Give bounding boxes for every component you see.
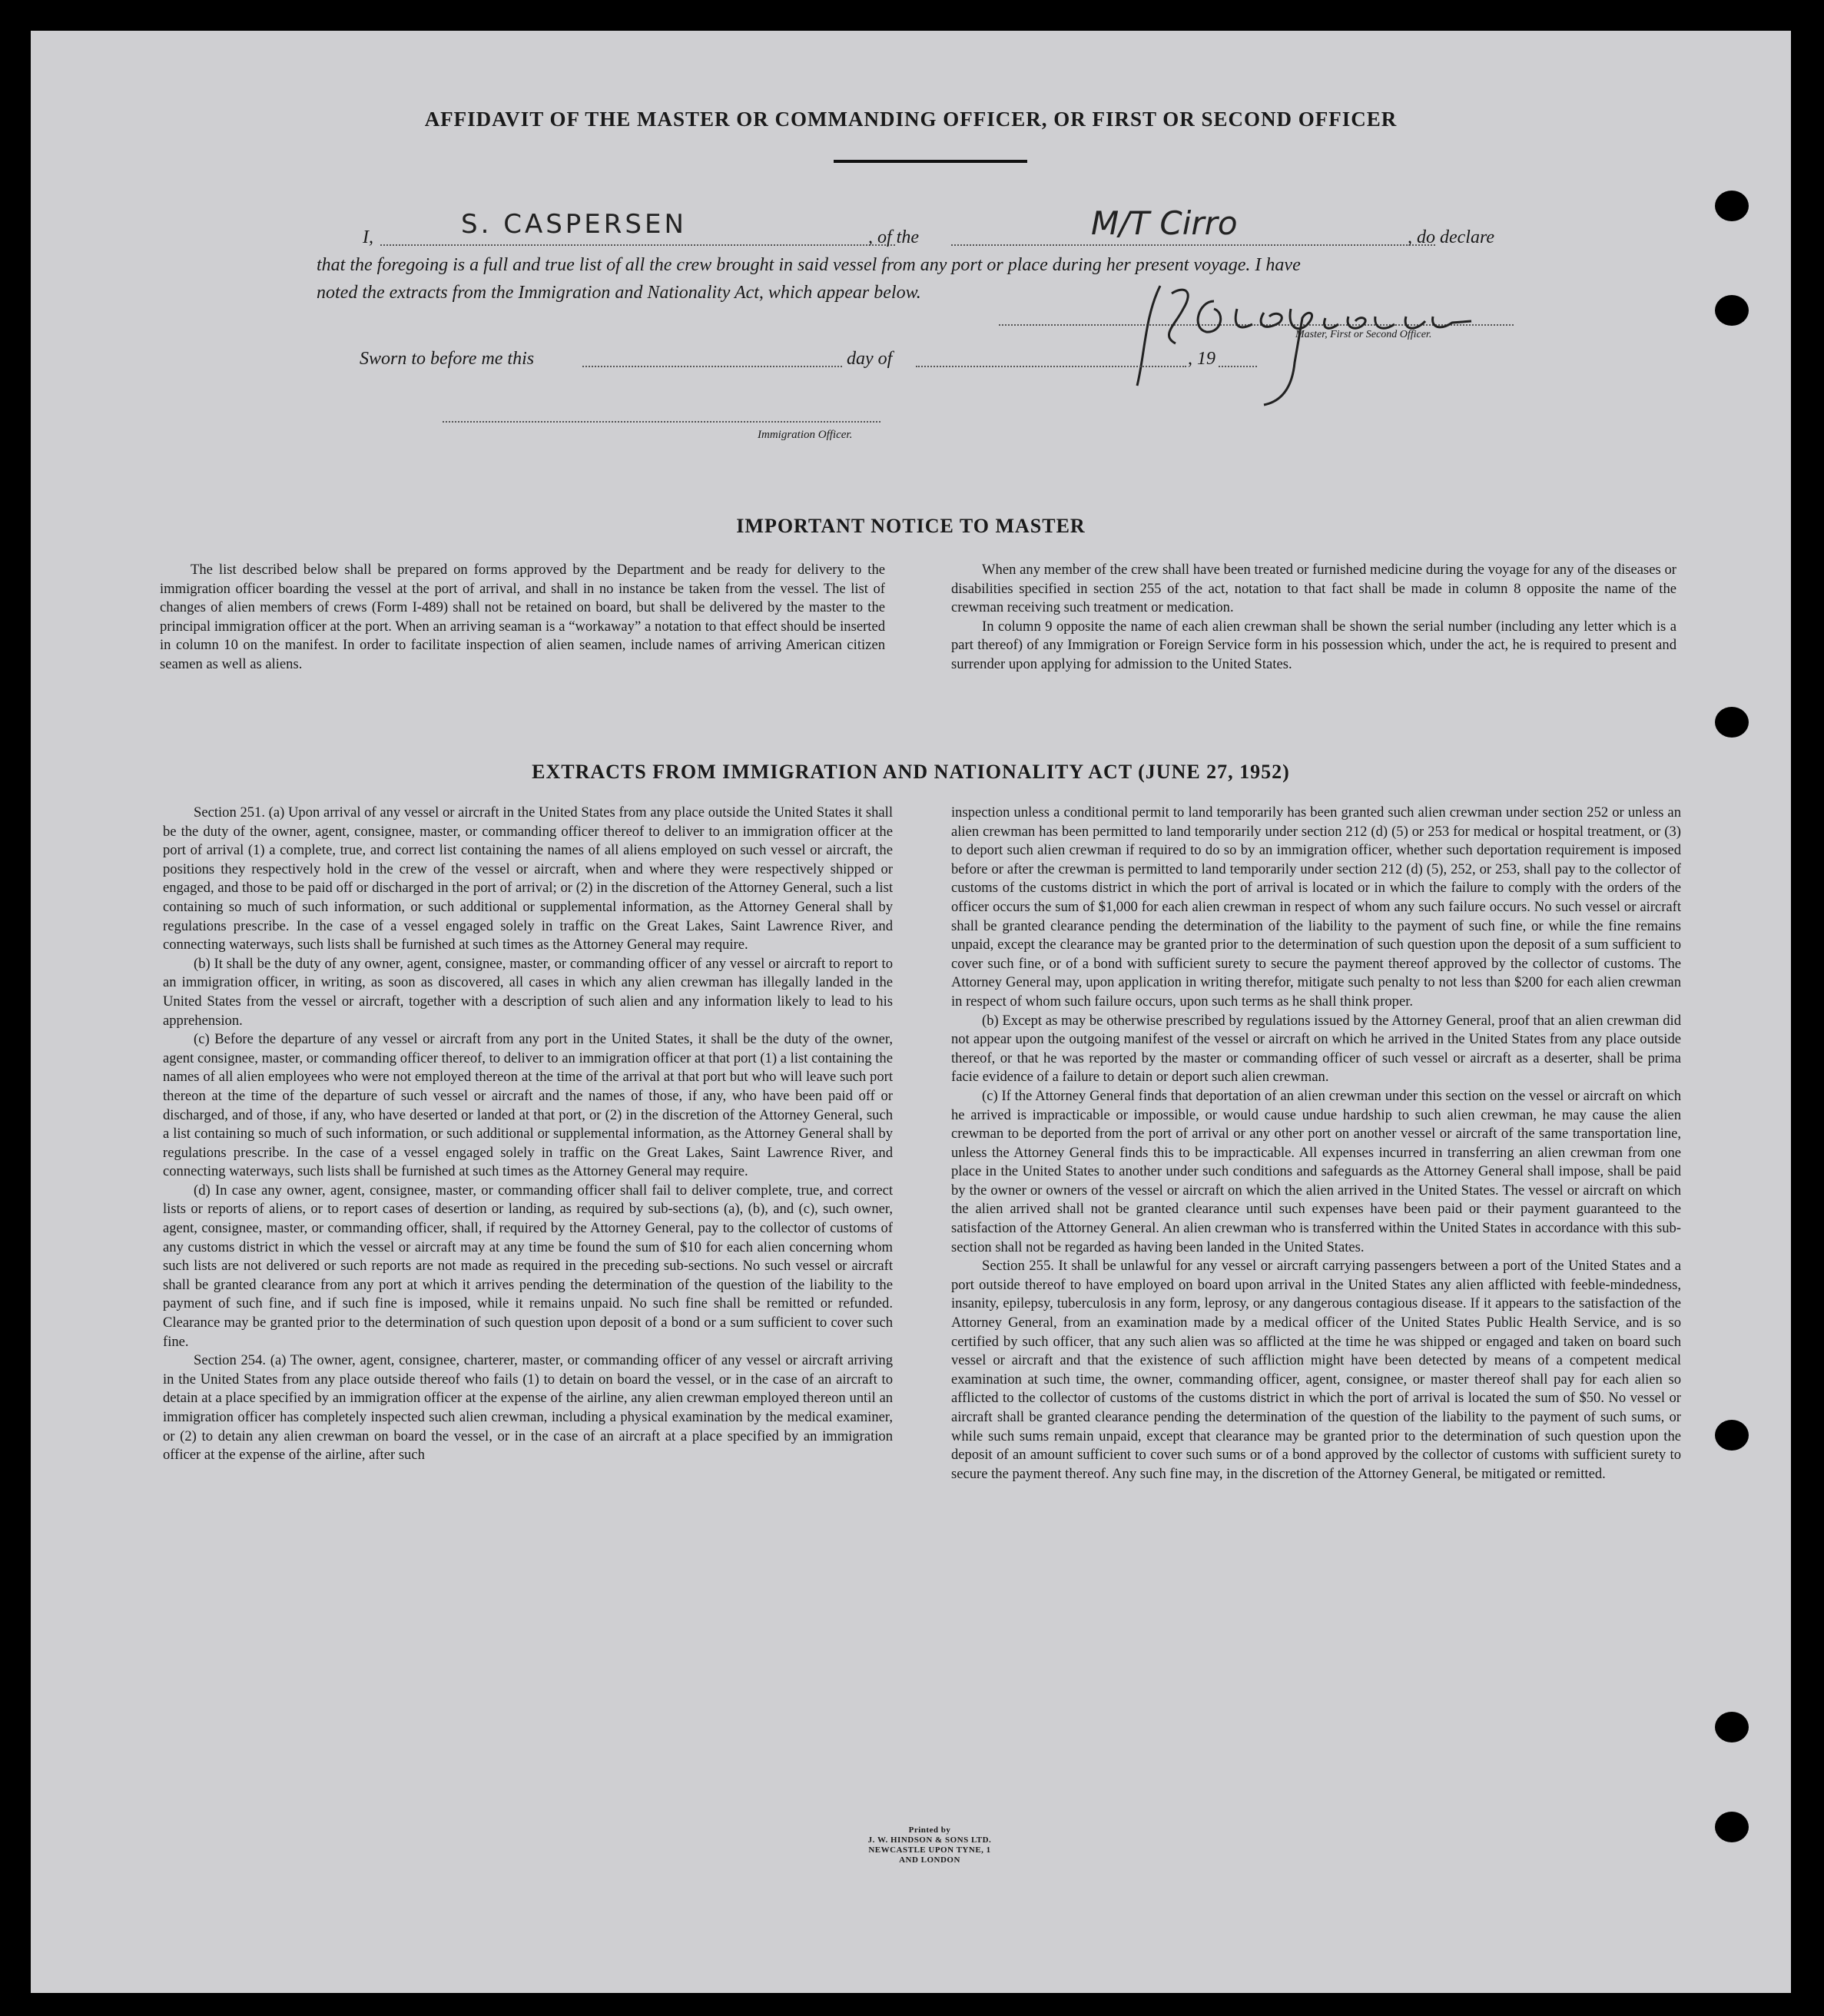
binder-hole [1715,1712,1749,1742]
sworn-label: Sworn to before me this [360,349,535,369]
printer-imprint [799,1825,1060,1865]
printer-line-2: J. W. HINDSON & SONS LTD. [867,1835,992,1845]
vessel-line [951,244,1435,246]
sworn-month-line [916,366,1186,367]
section-251-d: (d) In case any owner, agent, consignee, master, or commanding officer shall fail to deliver complete, true, and correct lists or reports of aliens, or to report cases of desertion or landing, as required by sub-sections (a), (b), and (c), such owner, agent, consignee, master, or commanding officer, shall, if required by the Attorney General, pay to the collector of customs of any customs district in which the vessel or aircraft may at any time be found the sum of $10 for each alien concerning whom such lists are not delivered or such reports are not made as required in the preceding sub-sections. No such vessel or aircraft shall be granted clearance from any port at which it arrives pending the determination of the question of the liability to the payment of such fine, and if such fine is imposed, while it remains unpaid. No such fine shall be remitted or refunded. Clearance may be granted prior to the determination of such question upon deposit of a bond or a sum sufficient to cover such fine. [163,1182,893,1350]
binder-hole [1715,191,1749,221]
section-254-b: (b) Except as may be otherwise prescribed by regulations issued by the Attorney General, proof that an alien crewman did not appear upon the outgoing manifest of the vessel or aircraft on which he arrived in the United States from any place outside thereof, or that he was reported by the master or commanding officer of such vessel or aircraft as a deserter, shall be prima facie evidence of a failure to detain or deport such alien crewman. [951,1012,1681,1086]
immigration-officer-line [443,421,880,423]
binder-hole [1715,1812,1749,1842]
extracts-right-column [951,804,1681,1484]
notice-right-paragraph-1: When any member of the crew shall have been treated or furnished medicine during the voyage for any of the diseases or disabilities specified in section 255 of the act, notation to that fact shall be made in column 8 opposite the name of the crewman receiving such treatment or medication. [951,562,1676,616]
section-254-a-cont: inspection unless a conditional permit to land temporarily has been granted such alien crewman under section 252 or unless an alien crewman has been permitted to land temporarily under section 212 (d) (5) or 253 for medical or hospital treatment, or (3) to deport such alien crewman if required to do so by an immigration officer, whether such deportation requirement is imposed before or after the crewman is permitted to land temporarily under section 212 (d) (5), 252, or 253, shall pay to the collector of customs of the customs district in which the port of arrival is located or in which the failure to comply with the orders of the officer occurs the sum of $1,000 for each alien crewman in respect of whom any such failure occurs. No such vessel or aircraft shall be granted clearance pending the determination of the liability to the payment of such fine, or while the fine remains unpaid, except the clearance may be granted prior to the determination of such question upon the deposit of a sum sufficient to cover such fine, or of a bond with sufficient surety to secure the payment thereof approved by the collector of customs. The Attorney General may, upon application in writing therefor, mitigate such penalty to not less than $200 for each alien crewman in respect of whom such failure occurs, upon such terms as he shall think proper. [951,804,1681,1010]
extracts-left-column [163,804,893,1465]
year-label: , 19 [1188,349,1215,369]
section-251-a: Section 251. (a) Upon arrival of any vessel or aircraft in the United States from any place outside the United States it shall be the duty of the owner, agent, consignee, master, or commanding officer thereof to deliver to an immigration officer at the port of arrival (1) a complete, true, and correct list containing the names of all aliens employed on such vessel or aircraft, the positions they respectively hold in the crew of the vessel or aircraft, when and where they were respectively shipped or engaged, and those to be paid off or discharged in the port of arrival; or (2) in the discretion of the Attorney General, such a list containing so much of such information, or such additional or supplemental information, as the Attorney General shall by regulations prescribe. In the case of a vessel engaged solely in traffic on the Great Lakes, Saint Lawrence River, and connecting waterways, such lists shall be furnished at such times as the Attorney General may require. [163,804,893,953]
notice-right-paragraph-2: In column 9 opposite the name of each alien crewman shall be shown the serial number (including any letter which is a part thereof) of any Immigration or Foreign Service form in his possession which, under the act, he is required to present and surrender upon applying for admission to the United States. [951,618,1676,672]
sworn-year-line [1219,366,1257,367]
immigration-officer-caption: Immigration Officer. [758,429,853,441]
title-rule [834,160,1027,163]
of-the-label: , of the [868,227,919,247]
i-label: I, [363,227,373,247]
notice-heading: IMPORTANT NOTICE TO MASTER [736,515,1086,537]
name-line [380,244,895,246]
section-251-b: (b) It shall be the duty of any owner, agent, consignee, master, or commanding officer of any vessel or aircraft to report to an immigration officer, in writing, as soon as discovered, all cases in which any alien crewman has illegally landed in the United States from the vessel or aircraft, together with a description of such alien and any information likely to lead to his apprehension. [163,955,893,1029]
binder-hole [1715,1420,1749,1451]
master-signature [1129,270,1483,416]
day-of-label: day of [847,349,893,369]
binder-hole [1715,707,1749,738]
declare-label: , do declare [1408,227,1495,247]
master-caption: Master, First or Second Officer. [1295,329,1432,340]
form-page [31,31,1791,1993]
master-name-handwritten: S. CASPERSEN [461,209,687,240]
section-255: Section 255. It shall be unlawful for any vessel or aircraft carrying passengers between a port of the United States and a port outside thereof to have employed on board upon arrival in the United States any alien afflicted with feeble-mindedness, insanity, epilepsy, tuberculosis in any form, leprosy, or any dangerous contagious disease. If it appears to the satisfaction of the Attorney General, from an examination made by a medical officer of the United States Public Health Service, and is so certified by such officer, that any such alien was so afflicted at the time he was shipped or engaged and taken on board such vessel or aircraft and that the existence of such affliction might have been detected by means of a competent medical examination at such time, the owner, commanding officer, agent, consignee, or master thereof shall pay for each alien so afflicted to the collector of customs of the customs district in which the port of arrival is located the sum of $50. No vessel or aircraft shall be granted clearance pending the determination of the question of the liability to the payment of such sums, or while such sums remain unpaid, except that clearance may be granted prior to the determination of such question upon the deposit of an amount sufficient to cover such sums or of a bond approved by the collector of customs with sufficient surety to secure the payment thereof. Any such fine may, in the discretion of the Attorney General, be mitigated or remitted. [951,1258,1681,1482]
printer-line-1: Printed by [908,1825,951,1835]
notice-left-paragraph: The list described below shall be prepared on forms approved by the Department and be ready for delivery to the immigration officer boarding the vessel at the port of arrival, and shall in no instance be taken from the vessel. The list of changes of alien members of crews (Form I-489) shall not be retained on board, but shall be delivered by the master to the principal immigration officer at the port. When an arriving seaman is a “workaway” a notation to that effect should be inserted in column 10 on the manifest. In order to facilitate inspection of alien seamen, include names of arriving American citizen seamen as well as aliens. [160,562,885,672]
notice-left-column [160,561,885,675]
sworn-day-line [582,366,842,367]
section-254-c: (c) If the Attorney General finds that deportation of an alien crewman under this section on the vessel or aircraft on which he arrived is impracticable or impossible, or would cause undue hardship to such alien crewman, he may cause the alien crewman to be deported from the port of arrival or any other port on another vessel or aircraft of the same transportation line, unless the Attorney General finds this to be impracticable. All expenses incurred in transferring an alien crewman from one place in the United States to another under such conditions and safeguards as the Attorney General shall impose, shall be paid by the owner or owners of the vessel or aircraft on which the alien arrived in the United States. The vessel or aircraft on which the alien arrived shall not be granted clearance until such expenses have been paid or their payment guaranteed to the satisfaction of the Attorney General. An alien crewman who is transferred within the United States in accordance with this sub-section shall not be regarded as having been landed in the United States. [951,1087,1681,1255]
binder-hole [1715,295,1749,326]
affidavit-line-2: that the foregoing is a full and true list of all the crew brought in said vessel from any port or place during her present voyage. I have [317,255,1301,275]
vessel-name-handwritten: M/T Cirro [1091,204,1238,242]
notice-right-column [951,561,1676,675]
printer-line-3: NEWCASTLE UPON TYNE, 1 [868,1845,991,1855]
affidavit-line-3: noted the extracts from the Immigration and Nationality Act, which appear below. [317,283,921,303]
extracts-heading: EXTRACTS FROM IMMIGRATION AND NATIONALITY ACT (JUNE 27, 1952) [532,761,1290,783]
printer-line-4: AND LONDON [899,1855,960,1865]
section-251-c: (c) Before the departure of any vessel or aircraft from any port in the United States, it shall be the duty of the owner, agent consignee, master, or commanding officer thereof, to deliver to an immigration officer at that port (1) a list containing the names of all alien employees who were not employed thereon at the time of the arrival at that port but who will leave such port thereon at the time of the departure of such vessel or aircraft and the names of those, if any, who have been paid off or discharged, and of those, if any, who have deserted or landed at that port, or (2) in the discretion of the Attorney General, such a list containing so much of such information, or such additional or supplemental information, as the Attorney General shall by regulations prescribe. In the case of a vessel engaged solely in traffic on the Great Lakes, Saint Lawrence River, and connecting waterways, such lists shall be furnished at such times as the Attorney General may require. [163,1031,893,1180]
section-254-a: Section 254. (a) The owner, agent, consignee, charterer, master, or commanding officer of any vessel or aircraft arriving in the United States from any place outside thereof who fails (1) to detain on board the vessel, or in the case of an aircraft to detain at a place specified by an immigration officer at the expense of the airline, any alien crewman employed thereon until an immigration officer has completely inspected such alien crewman, including a physical examination by the medical examiner, or (2) to detain any alien crewman on board the vessel, or in the case of an aircraft at a place specified by an immigration officer at the expense of the airline, after such [163,1352,893,1464]
affidavit-title: AFFIDAVIT OF THE MASTER OR COMMANDING OFFICER, OR FIRST OR SECOND OFFICER [424,108,1398,131]
